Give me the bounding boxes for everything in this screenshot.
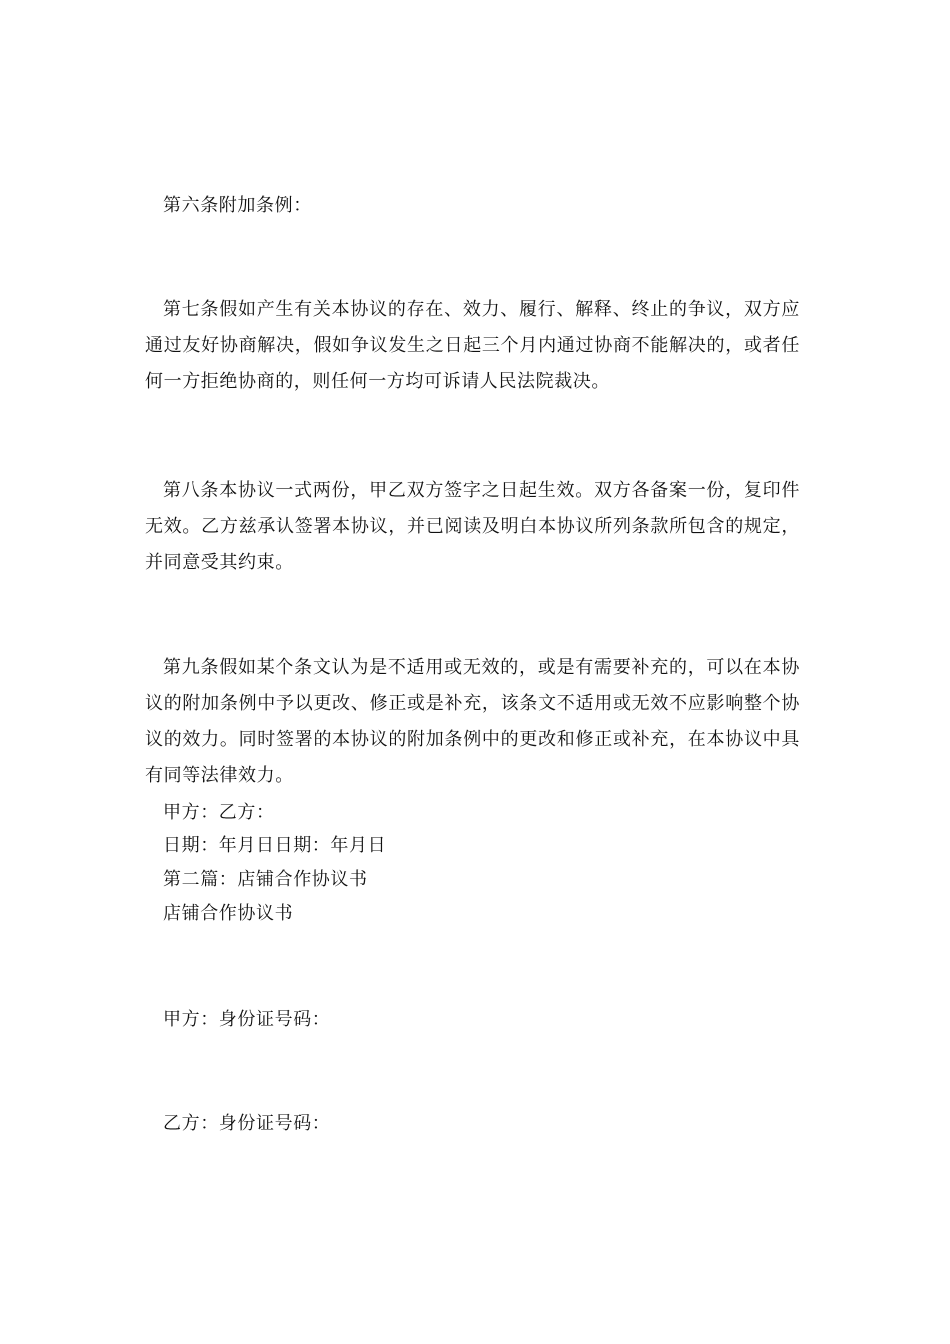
parties-signature-line: 甲方：乙方： bbox=[163, 802, 275, 823]
article-8-paragraph: 第八条本协议一式两份，甲乙双方签字之日起生效。双方各备案一份，复印件无效。乙方兹承认签署本协议，并已阅读及明白本协议所列条款所包含的规定，并同意受其约束。 bbox=[145, 480, 800, 573]
dates-signature-line: 日期：年月日日期：年月日 bbox=[163, 835, 387, 856]
article-9-paragraph: 第九条假如某个条文认为是不适用或无效的，或是有需要补充的，可以在本协议的附加条例中予以更改、修正或是补充，该条文不适用或无效不应影响整个协议的效力。同时签署的本协议的附加条例中的更改和修正或补充，在本协议中具有同等法律效力。 bbox=[145, 657, 800, 786]
party-b-id-line: 乙方：身份证号码： bbox=[163, 1113, 331, 1134]
part-two-heading: 第二篇：店铺合作协议书 bbox=[163, 869, 368, 890]
part-two-title: 店铺合作协议书 bbox=[163, 903, 294, 924]
party-a-id-line: 甲方：身份证号码： bbox=[163, 1009, 331, 1030]
article-6-heading: 第六条附加条例： bbox=[163, 195, 312, 216]
article-7-paragraph: 第七条假如产生有关本协议的存在、效力、履行、解释、终止的争议，双方应通过友好协商解决，假如争议发生之日起三个月内通过协商不能解决的，或者任何一方拒绝协商的，则任何一方均可诉请人民法院裁决。 bbox=[145, 299, 800, 392]
